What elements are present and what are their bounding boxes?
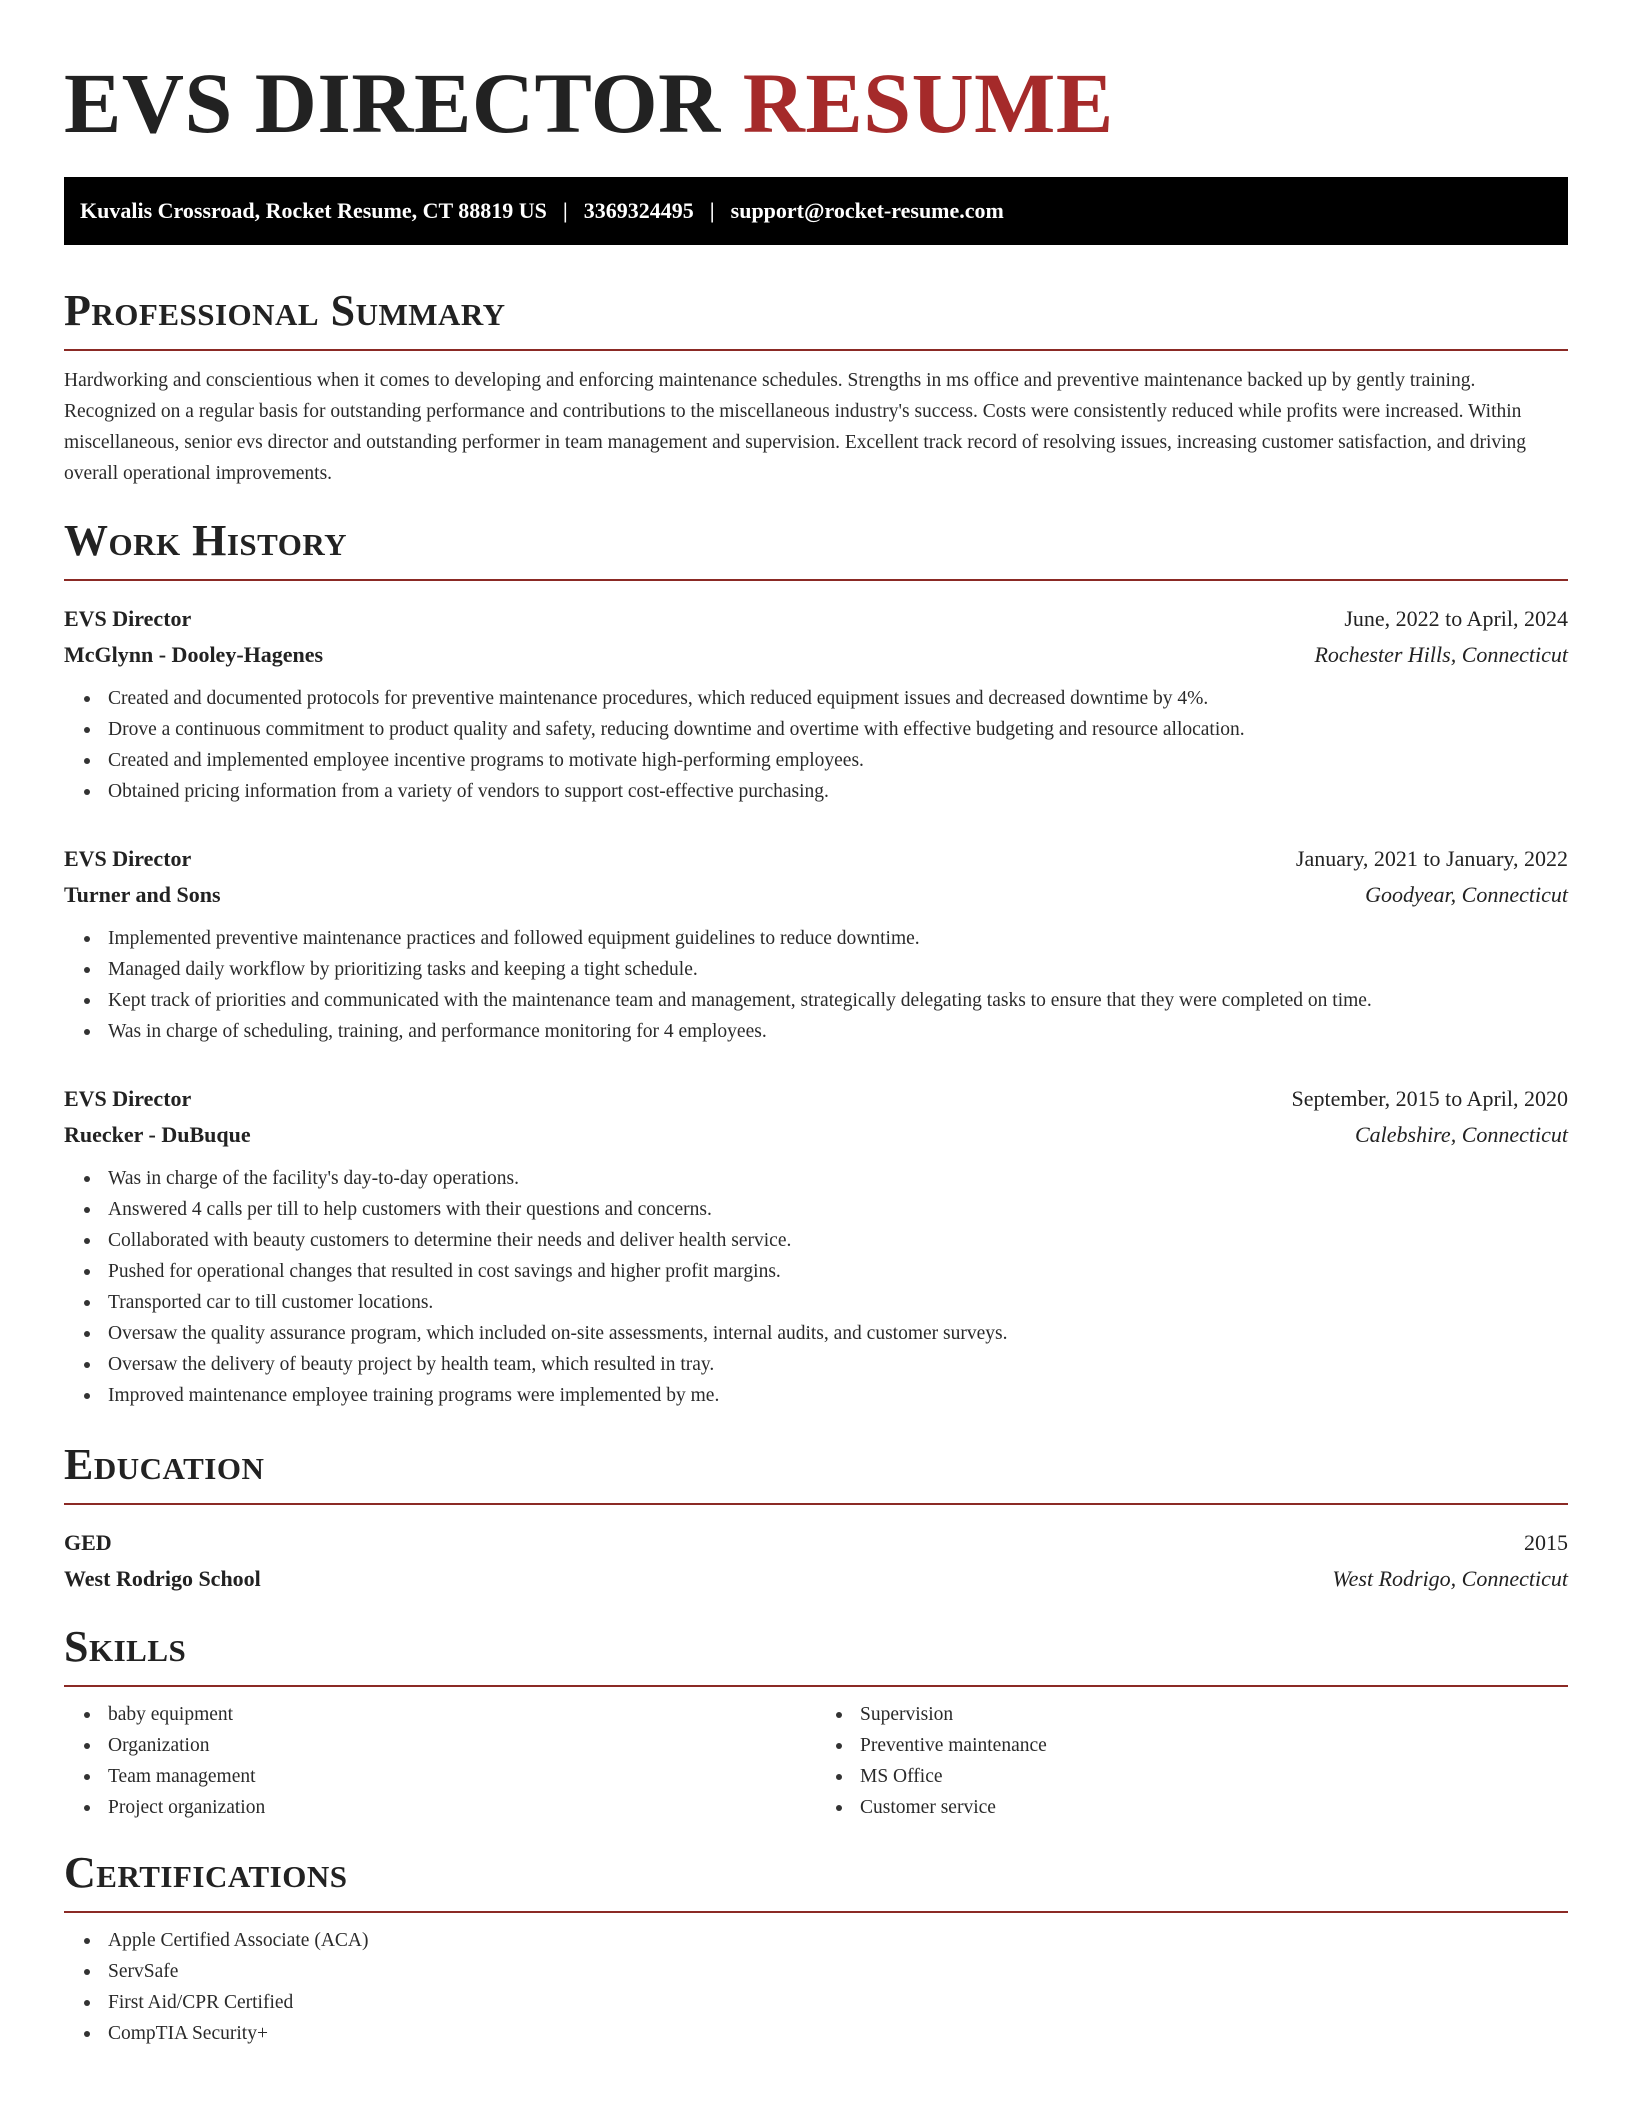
job-bullet: Transported car to till customer locations. xyxy=(108,1287,1568,1318)
job-bullet: Created and implemented employee incentive programs to motivate high-performing employees. xyxy=(108,745,1568,776)
skill-item: Preventive maintenance xyxy=(860,1730,1568,1761)
skill-item: baby equipment xyxy=(108,1699,816,1730)
skill-item: Team management xyxy=(108,1761,816,1792)
certifications-list xyxy=(64,1925,1568,2049)
section-title-certifications: Certifications xyxy=(64,1849,1568,1913)
job-bullet: Obtained pricing information from a variety of vendors to support cost-effective purchasing. xyxy=(108,776,1568,807)
skills-section xyxy=(64,1623,1568,1823)
contact-phone: 3369324495 xyxy=(583,198,694,223)
job-bullet: Oversaw the delivery of beauty project by health team, which resulted in tray. xyxy=(108,1349,1568,1380)
job-location: Goodyear, Connecticut xyxy=(1365,882,1568,907)
education-degree: GED xyxy=(64,1530,112,1555)
job-bullet: Was in charge of the facility's day-to-day operations. xyxy=(108,1163,1568,1194)
job-bullet: Collaborated with beauty customers to determine their needs and deliver health service. xyxy=(108,1225,1568,1256)
summary-text: Hardworking and conscientious when it comes to developing and enforcing maintenance schedules. Strengths in ms office and preventive maintenance backed up by gently training. Recognized on a regular basis for outstanding performance and contributions to the miscellaneous industry's success. Costs were consistently reduced while profits were increased. Within miscellaneous, senior evs director and outstanding performer in team management and supervision. Excellent track record of resolving issues, increasing customer satisfaction, and driving overall operational improvements. xyxy=(64,370,1527,484)
job-entry xyxy=(64,601,1568,807)
job-location: Calebshire, Connecticut xyxy=(1354,1122,1568,1147)
job-location: Rochester Hills, Connecticut xyxy=(1314,642,1568,667)
skills-column-2 xyxy=(816,1699,1568,1823)
contact-email: support@rocket-resume.com xyxy=(730,198,1004,223)
job-bullet: Was in charge of scheduling, training, and performance monitoring for 4 employees. xyxy=(108,1016,1568,1047)
job-header xyxy=(64,841,1568,877)
job-role: EVS Director xyxy=(64,606,192,631)
job-bullets xyxy=(64,1163,1568,1411)
education-subheader xyxy=(64,1561,1568,1597)
skill-item: Customer service xyxy=(860,1792,1568,1823)
certification-item: Apple Certified Associate (ACA) xyxy=(108,1925,1568,1956)
title-accent: RESUME xyxy=(742,55,1114,151)
section-title-work: Work History xyxy=(64,517,1568,581)
education-entry xyxy=(64,1525,1568,1597)
job-company: McGlynn - Dooley-Hagenes xyxy=(64,642,324,667)
job-bullet: Created and documented protocols for preventive maintenance procedures, which reduced equipment issues and decreased downtime by 4%. xyxy=(108,683,1568,714)
job-subheader xyxy=(64,877,1568,913)
job-entry xyxy=(64,1081,1568,1411)
certification-item: CompTIA Security+ xyxy=(108,2018,1568,2049)
job-bullet: Managed daily workflow by prioritizing tasks and keeping a tight schedule. xyxy=(108,954,1568,985)
contact-address: Kuvalis Crossroad, Rocket Resume, CT 88819 US xyxy=(80,198,547,223)
education-section xyxy=(64,1441,1568,1597)
skills-column-1 xyxy=(64,1699,816,1823)
skill-item: Project organization xyxy=(108,1792,816,1823)
job-dates: January, 2021 to January, 2022 xyxy=(1295,846,1568,871)
title-main: EVS DIRECTOR xyxy=(64,55,721,151)
job-bullets xyxy=(64,923,1568,1047)
contact-separator: | xyxy=(562,198,568,223)
contact-separator: | xyxy=(709,198,715,223)
job-company: Turner and Sons xyxy=(64,882,221,907)
contact-bar xyxy=(64,177,1568,245)
job-bullets xyxy=(64,683,1568,807)
education-school: West Rodrigo School xyxy=(64,1566,261,1591)
job-dates: June, 2022 to April, 2024 xyxy=(1344,606,1568,631)
job-bullet: Answered 4 calls per till to help customers with their questions and concerns. xyxy=(108,1194,1568,1225)
education-header xyxy=(64,1525,1568,1561)
job-header xyxy=(64,601,1568,637)
education-year: 2015 xyxy=(1524,1530,1568,1555)
job-role: EVS Director xyxy=(64,846,192,871)
certification-item: First Aid/CPR Certified xyxy=(108,1987,1568,2018)
skill-item: Organization xyxy=(108,1730,816,1761)
job-bullet: Oversaw the quality assurance program, which included on-site assessments, internal audits, and customer surveys. xyxy=(108,1318,1568,1349)
job-bullet: Kept track of priorities and communicated with the maintenance team and management, strategically delegating tasks to ensure that they were completed on time. xyxy=(108,985,1568,1016)
job-role: EVS Director xyxy=(64,1086,192,1111)
certification-item: ServSafe xyxy=(108,1956,1568,1987)
skill-item: Supervision xyxy=(860,1699,1568,1730)
section-title-summary: Professional Summary xyxy=(64,287,1568,351)
job-bullet: Improved maintenance employee training programs were implemented by me. xyxy=(108,1380,1568,1411)
job-bullet: Implemented preventive maintenance practices and followed equipment guidelines to reduce downtime. xyxy=(108,923,1568,954)
work-history-section xyxy=(64,517,1568,1411)
job-company: Ruecker - DuBuque xyxy=(64,1122,251,1147)
job-bullet: Pushed for operational changes that resulted in cost savings and higher profit margins. xyxy=(108,1256,1568,1287)
job-subheader xyxy=(64,637,1568,673)
certifications-section xyxy=(64,1849,1568,2049)
resume-title xyxy=(64,55,1568,151)
education-location: West Rodrigo, Connecticut xyxy=(1332,1566,1568,1591)
job-dates: September, 2015 to April, 2020 xyxy=(1291,1086,1568,1111)
section-title-education: Education xyxy=(64,1441,1568,1505)
job-subheader xyxy=(64,1117,1568,1153)
job-header xyxy=(64,1081,1568,1117)
summary-section xyxy=(64,287,1568,489)
section-title-skills: Skills xyxy=(64,1623,1568,1687)
skills-grid xyxy=(64,1699,1568,1823)
skill-item: MS Office xyxy=(860,1761,1568,1792)
job-entry xyxy=(64,841,1568,1047)
job-bullet: Drove a continuous commitment to product quality and safety, reducing downtime and overtime with effective budgeting and resource allocation. xyxy=(108,714,1568,745)
